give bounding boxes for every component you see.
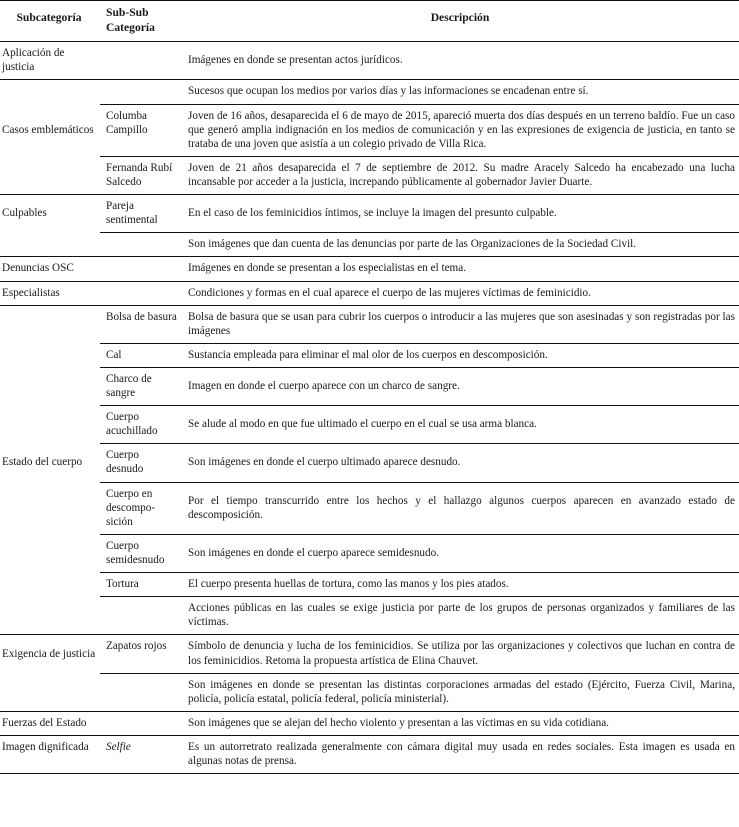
cell-descripcion: Son imágenes que dan cuenta de las denuncias por parte de las Organizaciones de la Sociedad Civil. — [183, 233, 739, 257]
cell-subsub-categoria: Fernanda Rubí Salcedo — [100, 156, 183, 194]
table-header — [0, 1, 739, 42]
column-header-subcategoria: Subcategoría — [0, 1, 100, 42]
cell-subsub-categoria — [100, 711, 183, 735]
cell-subsub-categoria: Bolsa de basura — [100, 305, 183, 343]
table-row — [0, 597, 739, 635]
column-header-descripcion: Descripción — [183, 1, 739, 42]
cell-subsub-categoria — [100, 42, 183, 80]
cell-subcategoria: Casos emblemáticos — [0, 104, 100, 156]
header-row — [0, 1, 739, 42]
cell-descripcion: Por el tiempo transcurrido entre los hechos y el hallazgo algunos cuerpos aparecen en avanzado estado de descomposición. — [183, 482, 739, 534]
cell-subcategoria — [0, 573, 100, 597]
table-row — [0, 305, 739, 343]
table-row — [0, 573, 739, 597]
table-row — [0, 736, 739, 774]
table-row — [0, 195, 739, 233]
table-row — [0, 257, 739, 281]
cell-descripcion: Joven de 21 años desaparecida el 7 de septiembre de 2012. Su madre Aracely Salcedo ha encabezado una lucha incansable por acceder a la justicia, increpando públicamente al gobernador Javier Duarte. — [183, 156, 739, 194]
cell-subsub-categoria: Zapatos rojos — [100, 635, 183, 673]
table-row — [0, 635, 739, 673]
cell-subsub-categoria: Cuerpo en descompo-sición — [100, 482, 183, 534]
table-row — [0, 673, 739, 711]
cell-subsub-categoria: Charco de sangre — [100, 367, 183, 405]
cell-descripcion: El cuerpo presenta huellas de tortura, como las manos y los pies atados. — [183, 573, 739, 597]
cell-subcategoria — [0, 367, 100, 405]
cell-subsub-categoria — [100, 80, 183, 104]
cell-subcategoria: Aplicación de justicia — [0, 42, 100, 80]
cell-subcategoria: Denuncias OSC — [0, 257, 100, 281]
cell-descripcion: Símbolo de denuncia y lucha de los feminicidios. Se utiliza por las organizaciones y colectivos que luchan en contra de los feminicidios. Retoma la propuesta artística de Elina Chauvet. — [183, 635, 739, 673]
table-body — [0, 42, 739, 774]
cell-subsub-categoria: Cuerpo desnudo — [100, 444, 183, 482]
cell-descripcion: Bolsa de basura que se usan para cubrir los cuerpos o introducir a las mujeres que son asesinadas y son registradas por las imágenes — [183, 305, 739, 343]
cell-descripcion: Imágenes en donde se presentan actos jurídicos. — [183, 42, 739, 80]
cell-subcategoria: Fuerzas del Estado — [0, 711, 100, 735]
cell-subcategoria — [0, 343, 100, 367]
cell-subcategoria: Exigencia de justicia — [0, 635, 100, 673]
table-row — [0, 711, 739, 735]
table-row — [0, 233, 739, 257]
cell-subcategoria — [0, 156, 100, 194]
cell-descripcion: Condiciones y formas en el cual aparece el cuerpo de las mujeres víctimas de feminicidio. — [183, 281, 739, 305]
cell-subsub-categoria: Selfie — [100, 736, 183, 774]
cell-subcategoria: Especialistas — [0, 281, 100, 305]
cell-descripcion: Es un autorretrato realizada generalmente con cámara digital muy usada en redes sociales. Esta imagen es usada en algunas notas de prensa. — [183, 736, 739, 774]
cell-subcategoria — [0, 482, 100, 534]
cell-descripcion: Son imágenes que se alejan del hecho violento y presentan a las víctimas en su vida cotidiana. — [183, 711, 739, 735]
cell-subcategoria — [0, 406, 100, 444]
cell-subsub-categoria: Tortura — [100, 573, 183, 597]
table-row — [0, 367, 739, 405]
cell-descripcion: Imágenes en donde se presentan a los especialistas en el tema. — [183, 257, 739, 281]
cell-descripcion: Son imágenes en donde el cuerpo ultimado aparece desnudo. — [183, 444, 739, 482]
cell-subcategoria — [0, 305, 100, 343]
table-row — [0, 406, 739, 444]
cell-subcategoria — [0, 534, 100, 572]
cell-subsub-categoria: Cal — [100, 343, 183, 367]
cell-descripcion: Imagen en donde el cuerpo aparece con un charco de sangre. — [183, 367, 739, 405]
cell-subcategoria — [0, 597, 100, 635]
cell-subcategoria: Estado del cuerpo — [0, 444, 100, 482]
cell-subsub-categoria: Columba Campillo — [100, 104, 183, 156]
table-row — [0, 80, 739, 104]
table-row — [0, 482, 739, 534]
cell-subsub-categoria — [100, 673, 183, 711]
cell-subsub-categoria — [100, 597, 183, 635]
cell-subsub-categoria — [100, 257, 183, 281]
cell-subsub-categoria — [100, 281, 183, 305]
cell-subsub-categoria: Pareja sentimental — [100, 195, 183, 233]
table-row — [0, 444, 739, 482]
table-row — [0, 156, 739, 194]
cell-subcategoria: Culpables — [0, 195, 100, 233]
cell-subcategoria: Imagen dignificada — [0, 736, 100, 774]
table-row — [0, 343, 739, 367]
cell-descripcion: Sucesos que ocupan los medios por varios días y las informaciones se encadenan entre sí. — [183, 80, 739, 104]
cell-subcategoria — [0, 673, 100, 711]
table-row — [0, 281, 739, 305]
cell-subsub-categoria: Cuerpo acuchillado — [100, 406, 183, 444]
cell-descripcion: Acciones públicas en las cuales se exige justicia por parte de los grupos de personas organizados y familiares de las víctimas. — [183, 597, 739, 635]
table-row — [0, 104, 739, 156]
cell-descripcion: Joven de 16 años, desaparecida el 6 de mayo de 2015, apareció muerta dos días después en un terreno baldío. Fue un caso que generó amplia indignación en los medios de comunicación y en las expresiones de exigencia de justicia, en tanto se trataba de una joven que asistía a un colegio privado de Villa Rica. — [183, 104, 739, 156]
cell-subsub-categoria: Cuerpo semidesnudo — [100, 534, 183, 572]
cell-subcategoria — [0, 80, 100, 104]
cell-subsub-categoria — [100, 233, 183, 257]
cell-descripcion: En el caso de los feminicidios íntimos, se incluye la imagen del presunto culpable. — [183, 195, 739, 233]
cell-subcategoria — [0, 233, 100, 257]
column-header-subsub: Sub-Sub Categoría — [100, 1, 183, 42]
table-row — [0, 42, 739, 80]
table-row — [0, 534, 739, 572]
cell-descripcion: Son imágenes en donde se presentan las distintas corporaciones armadas del estado (Ejército, Fuerza Civil, Marina, policía, policía estatal, policía federal, policía ministerial). — [183, 673, 739, 711]
cell-descripcion: Sustancia empleada para eliminar el mal olor de los cuerpos en descomposición. — [183, 343, 739, 367]
cell-descripcion: Se alude al modo en que fue ultimado el cuerpo en el cual se usa arma blanca. — [183, 406, 739, 444]
cell-descripcion: Son imágenes en donde el cuerpo aparece semidesnudo. — [183, 534, 739, 572]
